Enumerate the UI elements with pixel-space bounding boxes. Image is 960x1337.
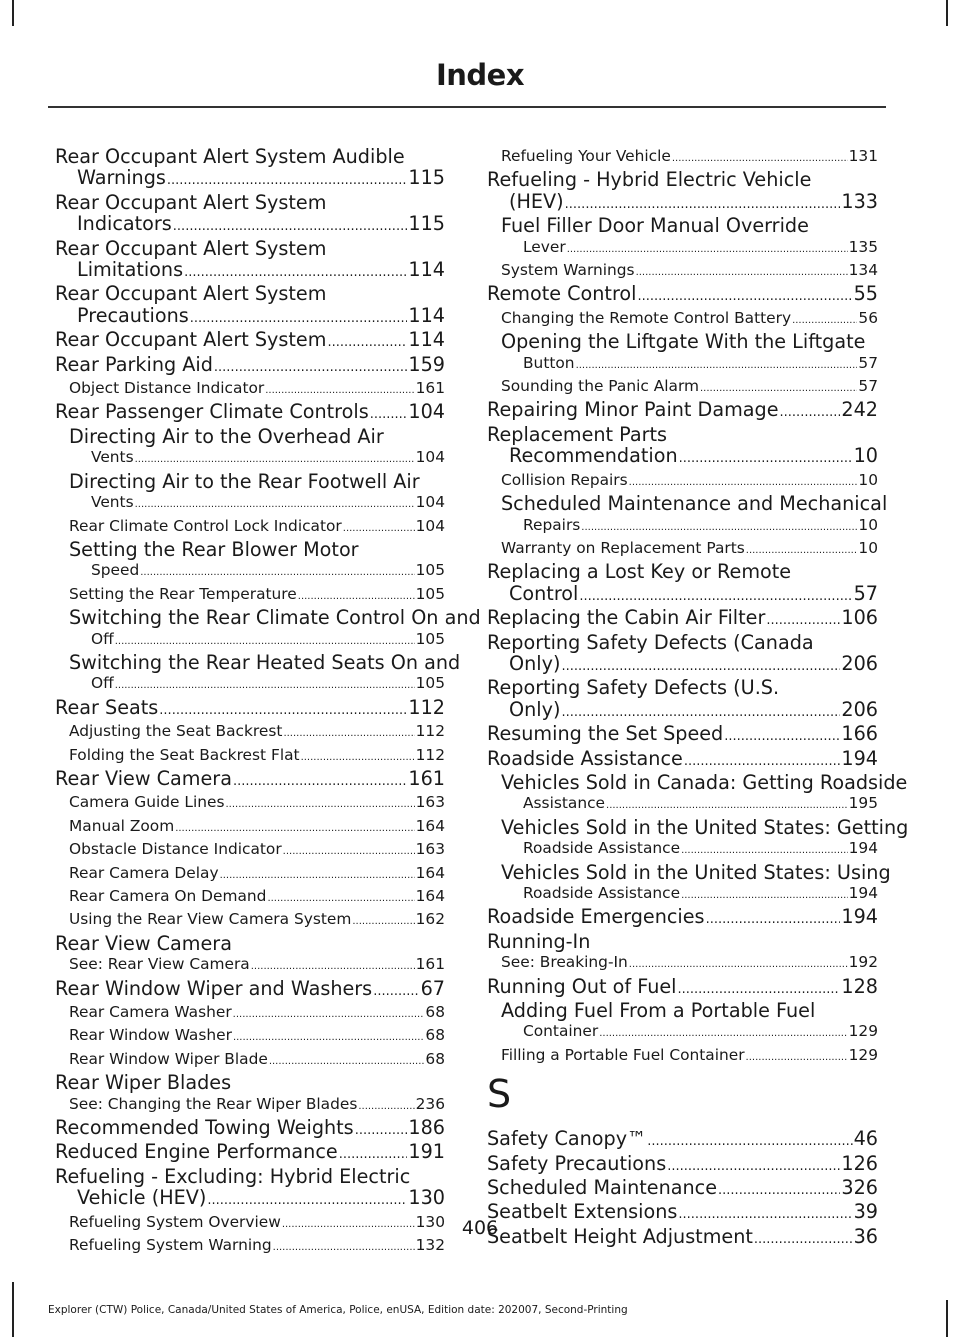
entry-label: Rear Camera Delay	[69, 863, 219, 882]
entry-page-number: 159	[408, 352, 445, 376]
dot-leader	[339, 1141, 408, 1165]
index-subentry	[487, 538, 878, 561]
dot-leader	[207, 1187, 407, 1211]
entry-page-number: 67	[420, 976, 445, 1000]
index-entry	[487, 399, 878, 423]
entry-label: Remote Control	[487, 282, 637, 306]
index-heading: Reporting Safety Defects (Canada	[487, 630, 814, 654]
entry-page-number: 194	[848, 884, 878, 902]
dot-leader	[561, 699, 840, 723]
entry-page-number: 242	[841, 398, 878, 422]
dot-leader	[672, 146, 848, 169]
dot-leader	[681, 883, 848, 906]
dot-leader	[115, 629, 415, 652]
index-entry	[55, 329, 445, 353]
index-subentry-line: Scheduled Maintenance and Mechanical	[501, 492, 888, 516]
index-subentry-line: Switching the Rear Climate Control On and	[69, 606, 481, 630]
entry-label: Filling a Portable Fuel Container	[501, 1045, 745, 1064]
entry-page-number: 164	[415, 816, 445, 835]
entry-page-number: 130	[408, 1186, 445, 1210]
dot-leader	[159, 697, 407, 721]
dot-leader	[567, 237, 848, 260]
index-subentry	[55, 584, 445, 607]
entry-page-number: 10	[858, 538, 878, 557]
dot-leader	[373, 978, 419, 1002]
index-entry	[55, 354, 445, 378]
entry-page-number: 57	[858, 353, 878, 372]
crop-mark-top-right	[946, 0, 948, 26]
entry-label: Roadside Assistance	[523, 884, 681, 902]
dot-leader	[679, 445, 853, 469]
index-subentry	[55, 909, 445, 932]
entry-label: Rear Window Wiper and Washers	[55, 976, 373, 1000]
entry-label: Camera Guide Lines	[69, 793, 225, 812]
entry-page-number: 114	[408, 303, 445, 327]
index-subentry	[55, 816, 445, 839]
entry-page-number: 191	[408, 1140, 445, 1164]
index-entry	[55, 1117, 445, 1141]
dot-leader	[267, 886, 414, 909]
entry-page-number: 112	[415, 745, 445, 764]
index-entry	[55, 1141, 445, 1165]
index-heading: Rear Wiper Blades	[55, 1071, 232, 1095]
entry-page-number: 186	[408, 1116, 445, 1140]
index-subentry	[55, 745, 445, 768]
dot-leader	[298, 584, 415, 607]
entry-page-number: 112	[415, 722, 445, 741]
entry-label: Roadside Assistance	[487, 746, 683, 770]
dot-leader	[220, 863, 415, 886]
index-heading: Replacing a Lost Key or Remote	[487, 560, 792, 584]
entry-label: Refueling Your Vehicle	[501, 147, 671, 165]
entry-page-number: 56	[858, 308, 878, 327]
index-entry	[55, 167, 445, 191]
entry-label: Lever	[523, 237, 566, 256]
index-heading: Rear Occupant Alert System	[55, 282, 327, 306]
entry-page-number: 161	[415, 379, 445, 398]
entry-page-number: 161	[408, 766, 445, 790]
entry-page-number: 236	[415, 1094, 445, 1113]
dot-leader	[647, 1128, 852, 1152]
index-subentry	[55, 886, 445, 909]
index-subentry	[487, 838, 878, 861]
entry-label: Recommended Towing Weights	[55, 1116, 354, 1140]
entry-label: Rear View Camera	[55, 766, 232, 790]
entry-label: Scheduled Maintenance	[487, 1176, 718, 1200]
entry-label: Rear Window Wiper Blade	[69, 1049, 268, 1068]
crop-mark-top-left	[12, 0, 14, 26]
entry-page-number: 166	[841, 722, 878, 746]
entry-page-number: 36	[853, 1224, 878, 1248]
dot-leader	[700, 376, 857, 399]
index-entry	[487, 1177, 878, 1201]
dot-leader	[225, 792, 414, 815]
entry-label: Collision Repairs	[501, 470, 628, 489]
entry-page-number: 135	[848, 237, 878, 256]
entry-label: Setting the Rear Temperature	[69, 584, 297, 603]
index-heading: Reporting Safety Defects (U.S.	[487, 676, 780, 700]
entry-page-number: 114	[408, 258, 445, 282]
dot-leader	[233, 768, 407, 792]
entry-label: (HEV)	[509, 189, 564, 213]
index-subentry	[55, 1025, 445, 1048]
entry-page-number: 10	[858, 470, 878, 489]
entry-page-number: 206	[841, 651, 878, 675]
index-subentry	[55, 673, 445, 696]
entry-page-number: 131	[848, 147, 878, 165]
index-subentry-line: Switching the Rear Heated Seats On and	[69, 650, 461, 674]
dot-leader	[678, 976, 841, 1000]
dot-leader	[581, 515, 857, 538]
entry-page-number: 39	[853, 1200, 878, 1224]
index-entry	[487, 191, 878, 215]
entry-label: Replacing the Cabin Air Filter	[487, 606, 766, 630]
index-entry	[487, 1128, 878, 1152]
dot-leader	[638, 283, 853, 307]
entry-page-number: 57	[853, 581, 878, 605]
entry-page-number: 133	[841, 189, 878, 213]
entry-page-number: 106	[841, 606, 878, 630]
index-entry	[487, 653, 878, 677]
entry-page-number: 112	[408, 695, 445, 719]
entry-page-number: 57	[858, 377, 878, 396]
entry-page-number: 326	[841, 1176, 878, 1200]
entry-page-number: 105	[415, 584, 445, 603]
entry-label: Safety Canopy™	[487, 1127, 647, 1151]
entry-label: Vents	[91, 493, 134, 512]
dot-leader	[233, 1025, 424, 1048]
entry-label: Precautions	[77, 303, 189, 327]
dot-leader	[629, 470, 858, 493]
index-subentry	[487, 260, 878, 283]
entry-label: Using the Rear View Camera System	[69, 910, 352, 929]
entry-label: Repairs	[523, 515, 581, 534]
entry-label: Only)	[509, 697, 561, 721]
entry-page-number: 68	[425, 1026, 445, 1045]
index-subentry	[487, 146, 878, 169]
entry-label: Rear Camera On Demand	[69, 887, 267, 905]
index-subentry	[55, 954, 445, 977]
dot-leader	[190, 305, 408, 329]
index-heading: Rear Occupant Alert System	[55, 190, 327, 214]
entry-label: Rear Passenger Climate Controls	[55, 400, 369, 424]
dot-leader	[301, 745, 415, 768]
entry-label: Speed	[91, 561, 140, 580]
entry-page-number: 132	[415, 1236, 445, 1255]
index-entry	[487, 906, 878, 930]
dot-leader	[792, 308, 857, 331]
dot-leader	[327, 329, 407, 353]
dot-leader	[724, 723, 840, 747]
crop-mark-bottom-left	[12, 1282, 14, 1337]
index-subentry	[487, 237, 878, 260]
entry-page-number: 194	[848, 839, 878, 858]
entry-page-number: 195	[848, 794, 878, 813]
index-section-letter: S	[487, 1072, 512, 1117]
entry-page-number: 128	[841, 974, 878, 998]
index-entry	[487, 723, 878, 747]
index-entry	[487, 699, 878, 723]
entry-page-number: 104	[408, 400, 445, 424]
index-entry	[487, 283, 878, 307]
entry-label: Object Distance Indicator	[69, 379, 265, 398]
entry-page-number: 10	[858, 515, 878, 534]
entry-label: Vents	[91, 448, 134, 467]
entry-page-number: 129	[848, 1045, 878, 1064]
entry-label: Running Out of Fuel	[487, 974, 677, 998]
entry-page-number: 163	[415, 793, 445, 812]
entry-label: Limitations	[77, 258, 184, 282]
entry-page-number: 194	[841, 905, 878, 929]
entry-label: Resuming the Set Speed	[487, 722, 724, 746]
dot-leader	[746, 1045, 848, 1068]
entry-label: Rear Seats	[55, 695, 159, 719]
page-title: Index	[435, 58, 525, 92]
index-entry	[55, 1187, 445, 1211]
entry-page-number: 104	[415, 493, 445, 512]
index-entry	[55, 768, 445, 792]
dot-leader	[283, 839, 415, 862]
entry-label: Obstacle Distance Indicator	[69, 840, 282, 859]
dot-leader	[629, 952, 848, 975]
dot-leader	[352, 909, 414, 932]
dot-leader	[140, 560, 414, 583]
entry-label: Rear Climate Control Lock Indicator	[69, 516, 342, 535]
index-subentry-line: Vehicles Sold in Canada: Getting Roadside	[501, 770, 908, 794]
entry-label: See: Changing the Rear Wiper Blades	[69, 1094, 358, 1113]
dot-leader	[343, 516, 415, 539]
entry-page-number: 115	[408, 212, 445, 236]
index-subentry	[55, 1094, 445, 1117]
entry-label: Indicators	[77, 212, 172, 236]
index-subentry	[55, 839, 445, 862]
dot-leader	[167, 167, 407, 191]
index-entry	[55, 401, 445, 425]
entry-page-number: 164	[415, 863, 445, 882]
dot-leader	[283, 721, 414, 744]
dot-leader	[746, 538, 858, 561]
index-subentry	[487, 1045, 878, 1068]
entry-page-number: 115	[408, 166, 445, 190]
entry-page-number: 104	[415, 516, 445, 535]
entry-page-number: 114	[408, 328, 445, 352]
entry-label: Sounding the Panic Alarm	[501, 377, 699, 396]
entry-page-number: 163	[415, 840, 445, 859]
dot-leader	[233, 1002, 425, 1025]
entry-label: System Warnings	[501, 261, 635, 280]
entry-page-number: 10	[853, 444, 878, 468]
index-subentry	[55, 792, 445, 815]
index-subentry-line: Vehicles Sold in the United States: Getting	[501, 815, 909, 839]
entry-label: Warranty on Replacement Parts	[501, 538, 745, 557]
index-entry	[55, 305, 445, 329]
entry-page-number: 164	[415, 887, 445, 905]
entry-page-number: 130	[415, 1212, 445, 1231]
index-subentry	[55, 447, 445, 470]
dot-leader	[576, 353, 858, 376]
entry-label: Folding the Seat Backrest Flat	[69, 745, 300, 764]
entry-page-number: 105	[415, 561, 445, 580]
index-entry	[487, 445, 878, 469]
index-subentry	[487, 1021, 878, 1044]
index-subentry	[55, 516, 445, 539]
index-subentry	[487, 376, 878, 399]
index-entry	[487, 583, 878, 607]
dot-leader	[681, 838, 848, 861]
index-subentry-line: Directing Air to the Rear Footwell Air	[69, 469, 420, 493]
entry-label: Reduced Engine Performance	[55, 1140, 338, 1164]
index-subentry	[55, 492, 445, 515]
index-subentry	[487, 470, 878, 493]
index-heading: Refueling - Hybrid Electric Vehicle	[487, 168, 812, 192]
entry-label: See: Rear View Camera	[69, 955, 250, 974]
entry-label: Control	[509, 581, 579, 605]
dot-leader	[355, 1117, 408, 1141]
entry-page-number: 126	[841, 1151, 878, 1175]
entry-label: Only)	[509, 651, 561, 675]
dot-leader	[684, 748, 841, 772]
entry-label: Adjusting the Seat Backrest	[69, 722, 283, 741]
entry-page-number: 46	[853, 1127, 878, 1151]
entry-page-number: 194	[841, 746, 878, 770]
entry-page-number: 134	[848, 261, 878, 280]
dot-leader	[561, 653, 840, 677]
index-subentry	[55, 629, 445, 652]
index-subentry	[487, 308, 878, 331]
entry-page-number: 161	[415, 955, 445, 974]
dot-leader	[718, 1177, 840, 1201]
index-subentry-line: Fuel Filler Door Manual Override	[501, 214, 809, 238]
entry-label: Roadside Emergencies	[487, 905, 705, 929]
dot-leader	[599, 1021, 847, 1044]
entry-label: Button	[523, 353, 575, 372]
entry-page-number: 129	[848, 1022, 878, 1041]
index-subentry	[487, 952, 878, 975]
index-entry	[487, 748, 878, 772]
dot-leader	[115, 673, 415, 696]
dot-leader	[565, 191, 841, 215]
index-subentry	[55, 863, 445, 886]
dot-leader	[636, 260, 848, 283]
dot-leader	[184, 259, 407, 283]
entry-label: See: Breaking-In	[501, 953, 628, 972]
entry-label: Container	[523, 1022, 599, 1041]
entry-label: Vehicle (HEV)	[77, 1186, 207, 1210]
entry-label: Warnings	[77, 166, 166, 190]
index-subentry	[487, 353, 878, 376]
index-subentry	[55, 378, 445, 401]
dot-leader	[766, 607, 840, 631]
index-entry	[55, 978, 445, 1002]
entry-page-number: 68	[425, 1049, 445, 1068]
title-divider	[48, 106, 886, 108]
index-heading: Refueling - Excluding: Hybrid Electric	[55, 1164, 411, 1188]
dot-leader	[135, 492, 415, 515]
index-heading: Rear Occupant Alert System	[55, 236, 327, 260]
index-column-right	[487, 146, 909, 1250]
entry-label: Manual Zoom	[69, 816, 175, 835]
dot-leader	[667, 1153, 840, 1177]
index-entry	[487, 1153, 878, 1177]
entry-label: Seatbelt Height Adjustment	[487, 1224, 753, 1248]
crop-mark-bottom-right	[946, 1300, 948, 1337]
index-heading: Running-In	[487, 929, 591, 953]
index-heading: Rear Occupant Alert System Audible	[55, 145, 405, 168]
entry-label: Off	[91, 629, 114, 648]
entry-label: Rear Window Washer	[69, 1026, 232, 1045]
entry-page-number: 162	[415, 910, 445, 929]
index-entry	[487, 976, 878, 1000]
dot-leader	[135, 447, 415, 470]
entry-label: Safety Precautions	[487, 1151, 667, 1175]
dot-leader	[579, 583, 852, 607]
entry-label: Roadside Assistance	[523, 839, 681, 858]
dot-leader	[780, 399, 841, 423]
index-subentry-line: Setting the Rear Blower Motor	[69, 537, 359, 561]
dot-leader	[251, 954, 415, 977]
entry-label: Seatbelt Extensions	[487, 1200, 678, 1224]
index-subentry	[55, 1002, 445, 1025]
index-entry	[55, 697, 445, 721]
entry-label: Assistance	[523, 794, 606, 813]
entry-label: Recommendation	[509, 444, 678, 468]
index-subentry	[487, 883, 878, 906]
dot-leader	[606, 793, 848, 816]
dot-leader	[214, 354, 407, 378]
entry-label: Changing the Remote Control Battery	[501, 308, 792, 327]
entry-label: Refueling System Warning	[69, 1236, 272, 1255]
entry-page-number: 68	[425, 1003, 445, 1022]
index-entry	[55, 213, 445, 237]
index-entry	[55, 259, 445, 283]
index-subentry-line: Vehicles Sold in the United States: Using	[501, 860, 891, 884]
index-subentry	[55, 721, 445, 744]
entry-label: Repairing Minor Paint Damage	[487, 398, 779, 422]
entry-label: Rear Camera Washer	[69, 1003, 232, 1022]
dot-leader	[370, 401, 408, 425]
dot-leader	[706, 906, 841, 930]
dot-leader	[173, 213, 408, 237]
entry-page-number: 206	[841, 697, 878, 721]
index-subentry	[487, 793, 878, 816]
entry-label: Rear Parking Aid	[55, 352, 213, 376]
index-entry	[487, 607, 878, 631]
index-heading: Rear View Camera	[55, 931, 232, 955]
index-heading: Replacement Parts	[487, 422, 668, 446]
dot-leader	[175, 816, 414, 839]
entry-label: Refueling System Overview	[69, 1212, 281, 1231]
entry-page-number: 105	[415, 674, 445, 693]
entry-page-number: 105	[415, 629, 445, 648]
footer-edition-text: Explorer (CTW) Police, Canada/United States of America, Police, enUSA, Edition date: 202007, Second-Printing	[48, 1304, 628, 1316]
dot-leader	[358, 1094, 414, 1117]
dot-leader	[269, 1049, 425, 1072]
entry-page-number: 104	[415, 448, 445, 467]
entry-page-number: 55	[853, 282, 878, 306]
index-subentry-line: Adding Fuel From a Portable Fuel	[501, 999, 816, 1023]
entry-label: Off	[91, 674, 114, 693]
index-subentry	[487, 515, 878, 538]
page-number: 406	[461, 1217, 499, 1239]
entry-label: Rear Occupant Alert System	[55, 328, 327, 352]
dot-leader	[265, 378, 414, 401]
index-subentry	[55, 560, 445, 583]
index-subentry	[55, 1049, 445, 1072]
index-subentry-line: Opening the Liftgate With the Liftgate	[501, 330, 866, 354]
index-subentry-line: Directing Air to the Overhead Air	[69, 424, 384, 448]
entry-page-number: 192	[848, 953, 878, 972]
